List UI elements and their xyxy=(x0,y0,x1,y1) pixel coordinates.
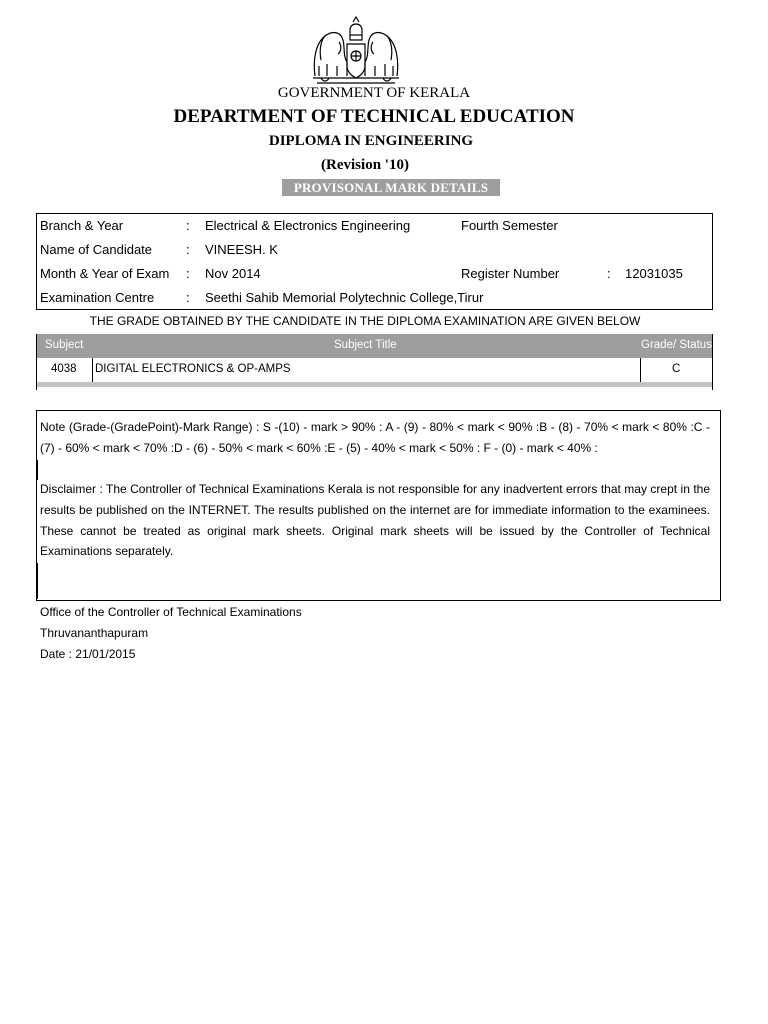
department-title: DEPARTMENT OF TECHNICAL EDUCATION xyxy=(173,106,575,127)
branch-label: Branch & Year xyxy=(40,218,124,233)
semester-value: Fourth Semester xyxy=(461,218,558,233)
month-value: Nov 2014 xyxy=(205,266,261,281)
header-subject-title: Subject Title xyxy=(334,339,397,351)
government-title: GOVERNMENT OF KERALA xyxy=(277,85,471,101)
office-city: Thruvananthapuram xyxy=(40,626,149,640)
header-subject: Subject xyxy=(45,339,84,351)
table-footer-bar xyxy=(37,382,712,387)
text-cursor xyxy=(37,563,38,599)
colon: : xyxy=(186,290,190,305)
results-table xyxy=(36,334,713,390)
kerala-emblem-icon xyxy=(311,16,401,88)
colon: : xyxy=(186,218,190,233)
candidate-info-box xyxy=(36,213,713,310)
branch-value: Electrical & Electronics Engineering xyxy=(205,218,411,233)
disclaimer-text: Disclaimer : The Controller of Technical Examinations Kerala is not responsible for any inadvertent errors that may crept in the results be published on the INTERNET. The results published on the internet are for immediate information to the examinees. These cannot be treated as original mark sheets. Original mark sheets will be issued by the Controller of Technical Examinations separately. xyxy=(40,482,710,559)
header-grade: Grade/ Status xyxy=(641,339,712,351)
grade-range-note: Note (Grade-(GradePoint)-Mark Range) : S -(10) - mark > 90% : A - (9) - 80% < mark < 90% :B - (8) - 70% < mark < 80% :C - (7) - 60% < mark < 70% :D - (6) - 50% < mark < 60% :E - (5) - 40% < mark < 50% : F - (0) - mark < 40% : xyxy=(40,420,710,455)
section-title-banner: PROVISONAL MARK DETAILS xyxy=(282,179,500,196)
grade-heading: THE GRADE OBTAINED BY THE CANDIDATE IN THE DIPLOMA EXAMINATION ARE GIVEN BELOW xyxy=(89,314,641,328)
note-box xyxy=(36,410,721,601)
office-name: Office of the Controller of Technical Examinations xyxy=(40,605,302,619)
month-label: Month & Year of Exam xyxy=(40,266,170,281)
centre-value: Seethi Sahib Memorial Polytechnic College,Tirur xyxy=(205,290,484,305)
colon: : xyxy=(186,242,190,257)
course-title: DIPLOMA IN ENGINEERING xyxy=(268,133,474,149)
row-subject-title: DIGITAL ELECTRONICS & OP-AMPS xyxy=(95,363,291,375)
issue-date: Date : 21/01/2015 xyxy=(40,647,136,661)
column-divider xyxy=(92,358,93,382)
row-subject-code: 4038 xyxy=(51,363,77,375)
table-row xyxy=(37,358,712,382)
text-cursor xyxy=(37,460,38,480)
colon: : xyxy=(607,266,611,281)
name-value: VINEESH. K xyxy=(205,242,278,257)
name-label: Name of Candidate xyxy=(40,242,153,257)
register-value: 12031035 xyxy=(625,266,683,281)
row-grade: C xyxy=(672,363,681,375)
register-label: Register Number xyxy=(461,266,560,281)
column-divider xyxy=(640,358,641,382)
colon: : xyxy=(186,266,190,281)
revision-label: (Revision '10) xyxy=(321,157,409,173)
table-header xyxy=(37,334,712,358)
centre-label: Examination Centre xyxy=(40,290,155,305)
